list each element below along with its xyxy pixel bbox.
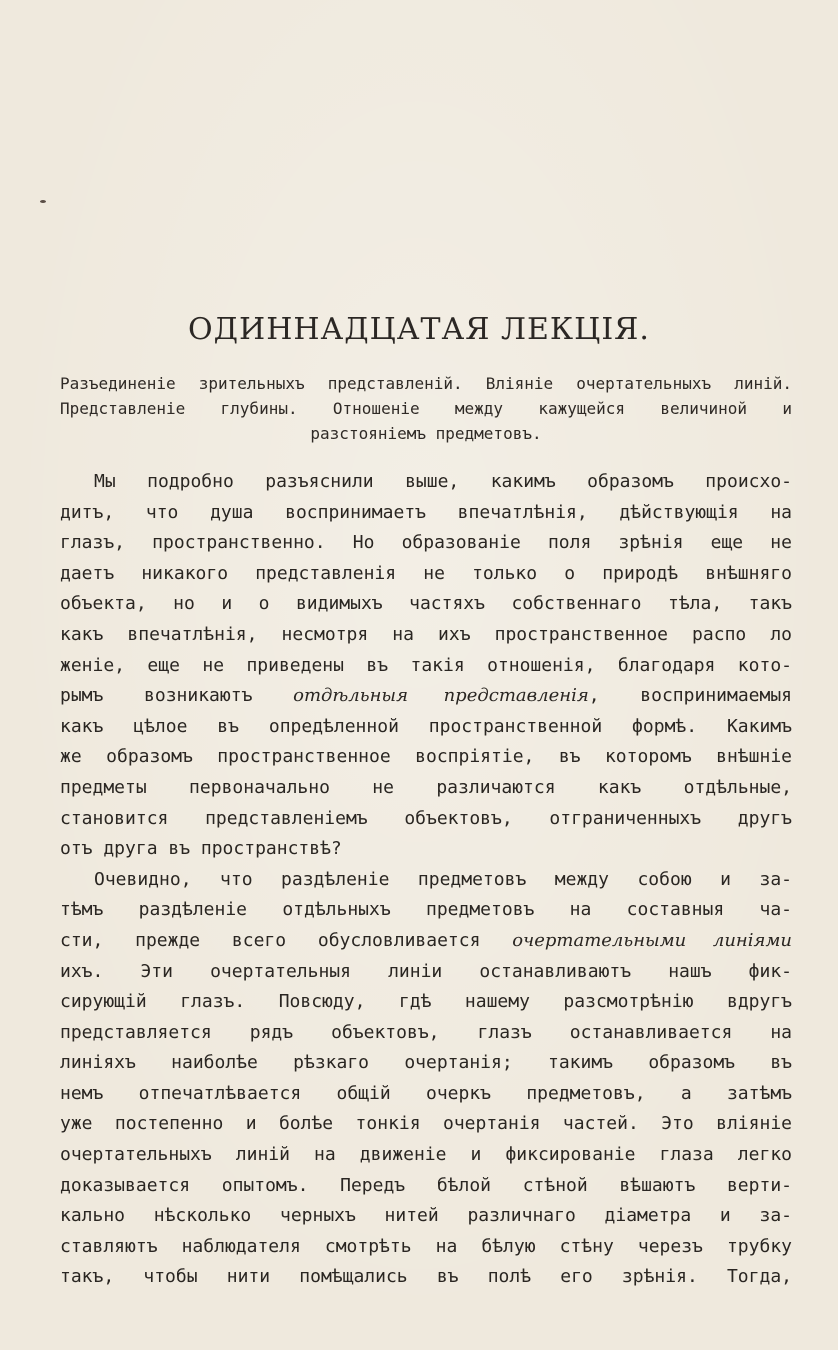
text-line: кально нѣсколько черныхъ нитей различнаго дiаметра и за- <box>60 1205 792 1227</box>
text-line: какъ впечатлѣнiя, несмотря на ихъ пространственное распо ло <box>60 623 792 645</box>
text-line: немъ отпечатлѣвается общiй очеркъ предметовъ, а затѣмъ <box>60 1082 792 1104</box>
text-line: предметы первоначально не различаются какъ отдѣльные, <box>60 776 792 798</box>
text-line: сирующiй глазъ. Повсюду, гдѣ нашему разсмотрѣнiю вдругъ <box>60 991 792 1013</box>
chapter-summary <box>60 371 792 446</box>
text-line: какъ цѣлое въ опредѣленной пространственной формѣ. Какимъ <box>60 715 792 737</box>
text-line: представляется рядъ объектовъ, глазъ останавливается на <box>60 1021 792 1043</box>
text-line: ставляютъ наблюдателя смотрѣть на бѣлую стѣну черезъ трубку <box>60 1235 792 1257</box>
text-line <box>60 681 792 712</box>
text-line: уже постепенно и болѣе тонкiя очертанiя частей. Это влiянiе <box>60 1113 792 1135</box>
summary-line: Представленiе глубины. Отношенiе между кажущейся величиной и <box>60 399 792 418</box>
chapter-heading: ОДИННАДЦАТАЯ ЛЕКЦIЯ. <box>188 312 650 347</box>
text-line: глазъ, пространственно. Но образованiе поля зрѣнiя еще не <box>60 532 792 554</box>
text-line: доказывается опытомъ. Передъ бѣлой стѣной вѣшаютъ верти- <box>60 1174 792 1196</box>
text-line: такъ, чтобы нити помѣщались въ полѣ его зрѣнiя. Тогда, <box>60 1266 792 1288</box>
text-line: тѣмъ раздѣленiе отдѣльныхъ предметовъ на составныя ча- <box>60 899 792 921</box>
summary-line: разстоянiемъ предметовъ. <box>310 424 542 443</box>
text-line: же образомъ пространственное воспрiятiе, въ которомъ внѣшнiе <box>60 746 792 768</box>
italic-phrase: отдѣльныя представленiя <box>293 685 589 707</box>
summary-line: Разъединенiе зрительныхъ представленiй. Влiянiе очертательныхъ линiй. <box>60 374 792 393</box>
text-line: Очевидно, что раздѣленiе предметовъ между собою и за- <box>94 868 792 890</box>
text-line: очертательныхъ линiй на движенiе и фиксированiе глаза легко <box>60 1144 792 1166</box>
text-line: объекта, но и о видимыхъ частяхъ собственнаго тѣла, такъ <box>60 593 792 615</box>
text-line: отъ друга въ пространствѣ? <box>60 838 342 860</box>
text-segment: , воспринимаемыя <box>588 685 793 707</box>
text-line: линiяхъ наиболѣе рѣзкаго очертанiя; такимъ образомъ въ <box>60 1052 792 1074</box>
italic-phrase: очертательными линiями <box>512 929 792 951</box>
text-line: женiе, еще не приведены въ такiя отношенiя, благодаря кото- <box>60 654 792 676</box>
body-text <box>60 467 792 1293</box>
text-line: даетъ никакого представленiя не только о природѣ внѣшняго <box>60 562 792 584</box>
text-line: дитъ, что душа воспринимаетъ впечатлѣнiя, дѣйствующiя на <box>60 501 792 523</box>
text-segment: сти, прежде всего обусловливается <box>60 929 481 951</box>
text-line: становится представленiемъ объектовъ, отграниченныхъ другъ <box>60 807 792 829</box>
text-segment: рымъ возникаютъ <box>60 685 253 707</box>
text-line: ихъ. Эти очертательныя линiи останавливаютъ нашъ фик- <box>60 960 792 982</box>
text-line <box>60 926 792 957</box>
ink-speck <box>40 200 46 203</box>
text-line: Мы подробно разъяснили выше, какимъ образомъ происхо- <box>94 471 792 492</box>
